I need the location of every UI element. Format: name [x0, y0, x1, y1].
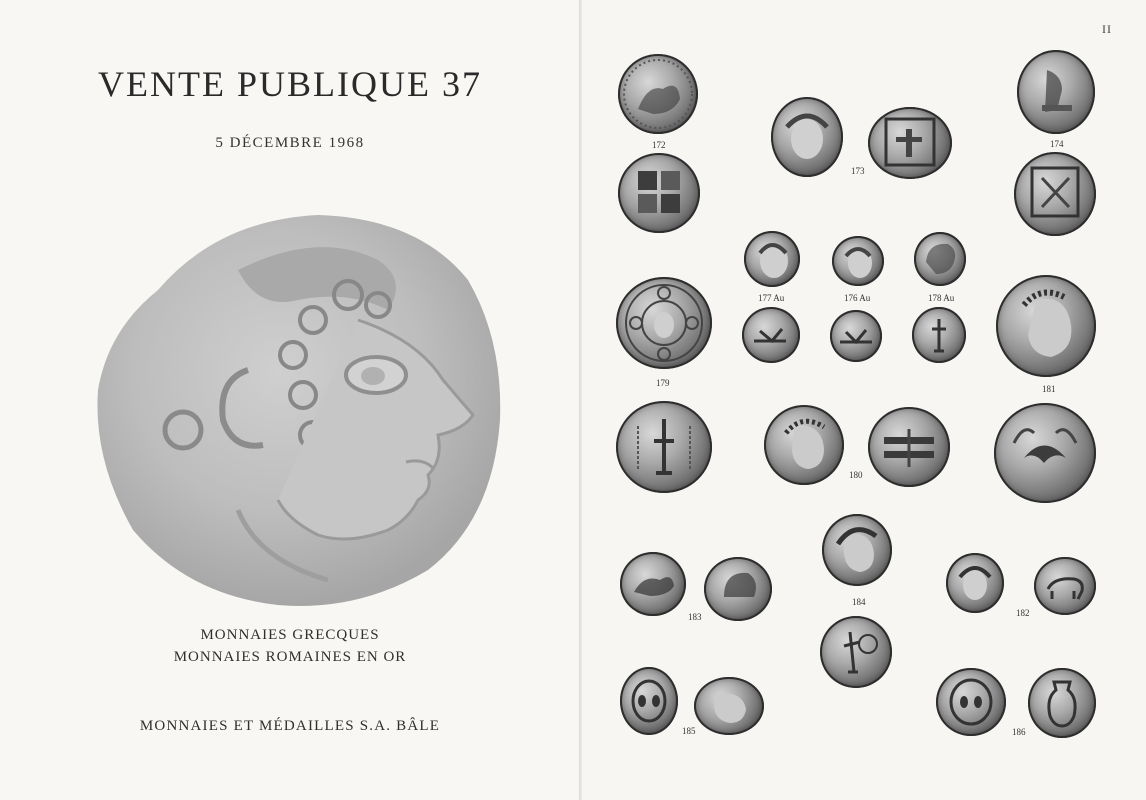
coin-178-gold: [914, 232, 966, 286]
label-185: 185: [682, 726, 696, 736]
coin-184-reverse: [820, 616, 892, 688]
coin-178-reverse: [912, 307, 966, 363]
coin-181-reverse: [994, 403, 1096, 503]
coin-181-obverse: [996, 275, 1096, 377]
coin-185-reverse: [694, 677, 764, 735]
coin-183-reverse: [704, 557, 772, 621]
page-number: II: [1102, 22, 1112, 36]
cover-coin-athena: [88, 200, 508, 615]
label-176: 176 Au: [844, 293, 871, 303]
label-186: 186: [1012, 727, 1026, 737]
coin-174-reverse: [1014, 152, 1096, 236]
coin-180-reverse: [868, 407, 950, 487]
subtitle-greek-coins: MONNAIES GRECQUES: [200, 627, 380, 643]
coin-177-gold: [744, 231, 800, 287]
coin-186-obverse: [936, 668, 1006, 736]
coin-172-obverse: [618, 54, 698, 134]
coin-186-reverse: [1028, 668, 1096, 738]
coin-182-reverse: [1034, 557, 1096, 615]
label-179: 179: [656, 378, 670, 388]
catalog-title: VENTE PUBLIQUE 37: [98, 64, 482, 104]
label-173: 173: [851, 166, 865, 176]
coin-179-reverse: [616, 401, 712, 493]
coin-182-obverse: [946, 553, 1004, 613]
coin-176-reverse: [830, 310, 882, 362]
label-181: 181: [1042, 384, 1056, 394]
label-182: 182: [1016, 608, 1030, 618]
label-172: 172: [652, 140, 666, 150]
coin-173-obverse: [771, 97, 843, 177]
coin-183-obverse: [620, 552, 686, 616]
coin-179-shield: [616, 277, 712, 369]
coin-174-obverse: [1017, 50, 1095, 134]
label-183: 183: [688, 612, 702, 622]
subtitle-roman-gold: MONNAIES ROMAINES EN OR: [173, 649, 407, 665]
label-174: 174: [1050, 139, 1064, 149]
label-178: 178 Au: [928, 293, 955, 303]
label-177: 177 Au: [758, 293, 785, 303]
auction-date: 5 DÉCEMBRE 1968: [215, 135, 365, 151]
coin-185-obverse: [620, 667, 678, 735]
coin-177-reverse: [742, 307, 800, 363]
coin-184-obverse: [822, 514, 892, 586]
coin-180-obverse: [764, 405, 844, 485]
publisher-name: MONNAIES ET MÉDAILLES S.A. BÂLE: [139, 718, 441, 734]
coin-173-reverse: [868, 107, 952, 179]
coin-176-gold: [832, 236, 884, 286]
label-180: 180: [849, 470, 863, 480]
coin-172-reverse: [618, 153, 700, 233]
label-184: 184: [852, 597, 866, 607]
